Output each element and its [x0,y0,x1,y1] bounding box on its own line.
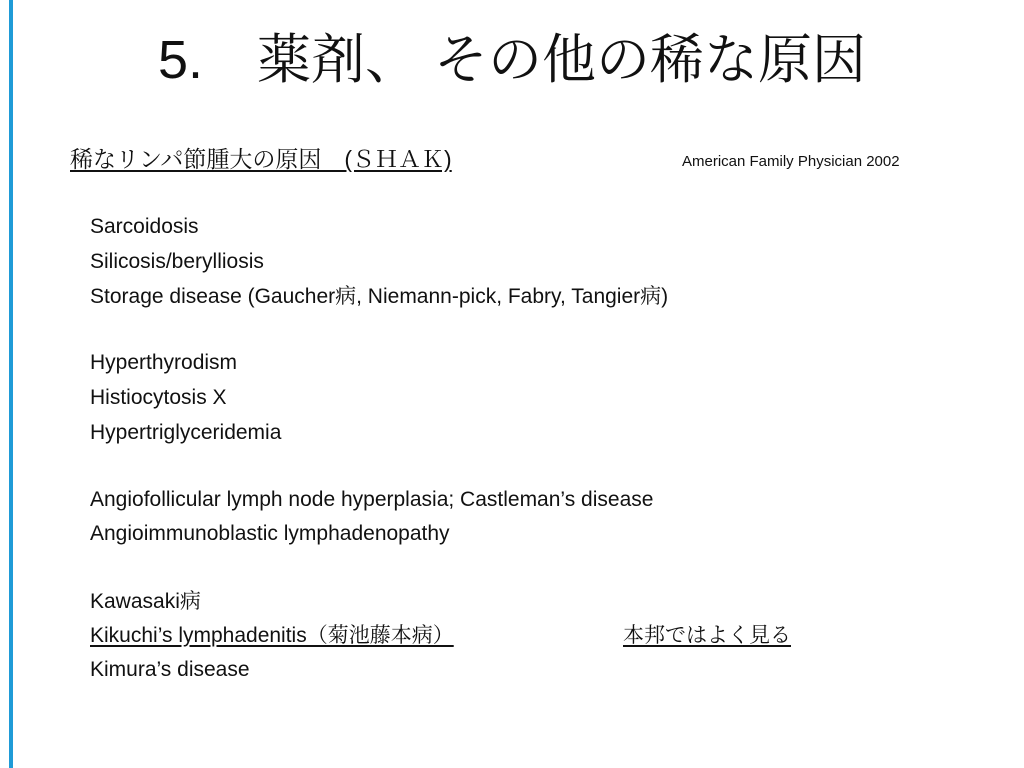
subheading: 稀なリンパ節腫大の原因 (ＳＨＡＫ) [70,146,452,172]
slide-title: 5. 薬剤、 その他の稀な原因 [157,30,867,90]
kikuchi-note: 本邦ではよく見る [623,624,791,647]
list-item-angiofollicular: Angiofollicular lymph node hyperplasia; Castleman’s disease [90,488,654,511]
list-item-kikuchi: Kikuchi’s lymphadenitis（菊池藤本病） [90,624,454,647]
list-item-hypertriglyceridemia: Hypertriglyceridemia [90,421,282,444]
list-item-sarcoidosis: Sarcoidosis [90,215,199,238]
list-item-silicosis: Silicosis/berylliosis [90,250,264,273]
list-item-kawasaki: Kawasaki病 [90,590,201,613]
list-item-kimura: Kimura’s disease [90,658,250,681]
list-item-angioimmunoblastic: Angioimmunoblastic lymphadenopathy [90,522,450,545]
list-item-storage-disease: Storage disease (Gaucher病, Niemann-pick, Fabry, Tangier病) [90,285,669,308]
list-item-hyperthyrodism: Hyperthyrodism [90,351,238,374]
left-accent-bar [9,0,13,768]
citation: American Family Physician 2002 [682,153,900,170]
list-item-histiocytosis: Histiocytosis X [90,386,227,409]
